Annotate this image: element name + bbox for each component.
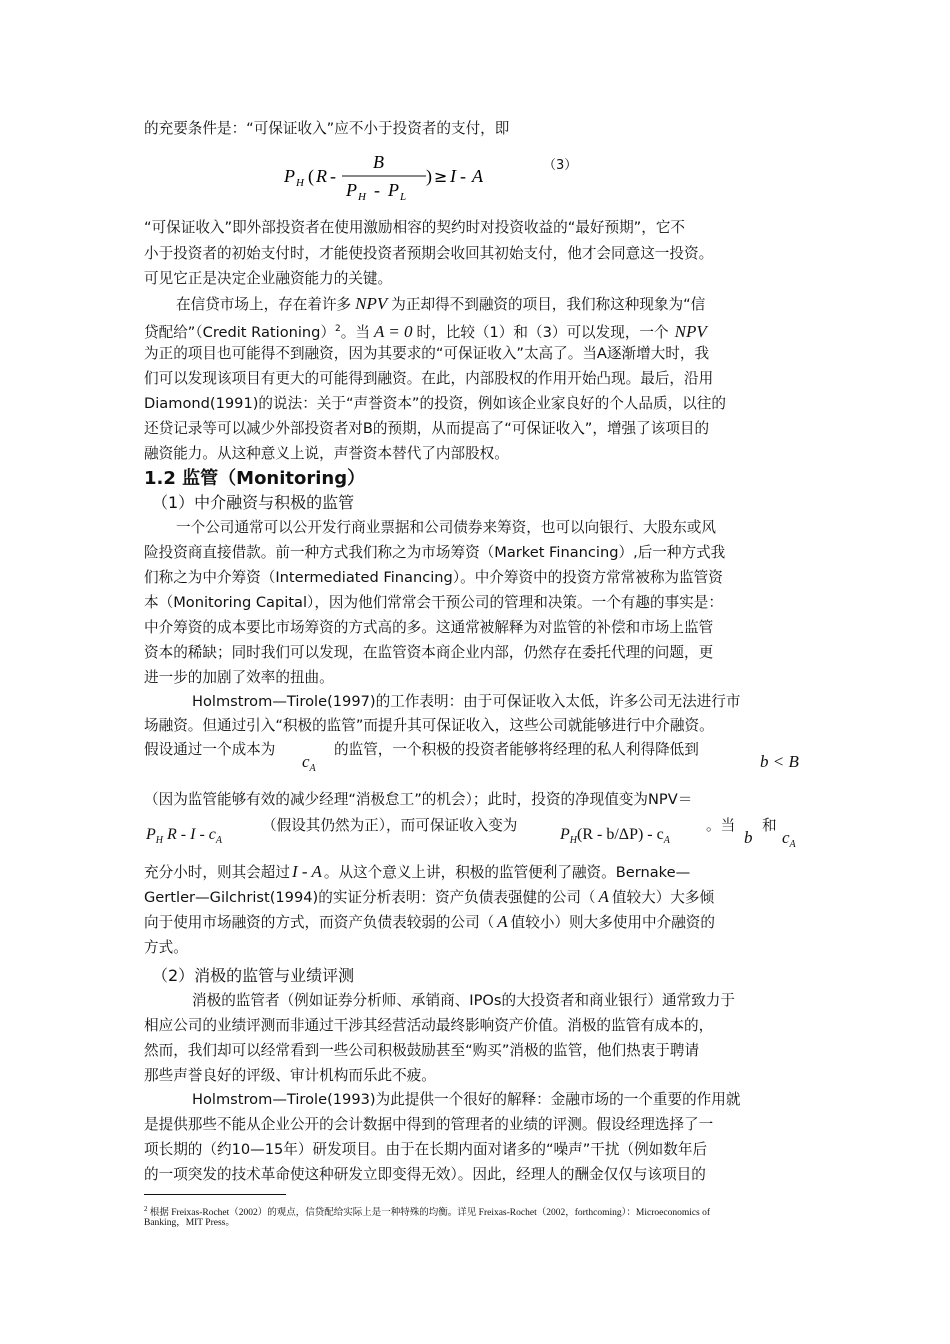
c-subscript: A bbox=[789, 839, 796, 850]
text-line: 项长期的（约10—15年）研发项目。由于在长期内面对诸多的“噪声”干扰（例如数年后 bbox=[144, 1141, 708, 1158]
p-subscript: H bbox=[155, 835, 164, 846]
svg-text:-: - bbox=[460, 166, 466, 186]
text-line: 。当 bbox=[706, 817, 736, 834]
svg-text:L: L bbox=[400, 191, 407, 203]
p-symbol: P bbox=[146, 826, 156, 843]
svg-text:P: P bbox=[388, 180, 399, 200]
text-span: 假设通过一个成本为 bbox=[144, 741, 276, 758]
svg-text:(: ( bbox=[308, 166, 314, 186]
npv-tail: R - I - c bbox=[167, 826, 216, 843]
text-line bbox=[144, 740, 275, 760]
text-span: 充分小时，则其会超过 bbox=[144, 864, 290, 881]
text-line: 是提供那些不能从企业公开的会计数据中得到的管理者的业绩的评测。假设经理选择了一 bbox=[144, 1116, 714, 1133]
text-span: 值较小）则大多使用中介融资的 bbox=[510, 914, 715, 931]
text-line bbox=[176, 294, 705, 315]
equation-number: （3） bbox=[543, 158, 578, 173]
text-span: 时，比较（1）和（3）可以发现，一个 bbox=[416, 324, 669, 341]
svg-text:H: H bbox=[358, 191, 366, 203]
text-line: 融资能力。从这种意义上说，声誉资本替代了内部股权。 bbox=[144, 445, 509, 462]
subsection-heading: （2）消极的监管与业绩评测 bbox=[152, 966, 355, 985]
c-subscript: A bbox=[309, 763, 316, 774]
text-line: 的监管，一个积极的投资者能够将经理的私人利得降低到 bbox=[334, 741, 699, 758]
text-line: 小于投资者的初始支付时，才能使投资者预期会收回其初始支付，他才会同意这一投资。 bbox=[144, 245, 714, 262]
text-line: （因为监管能够有效的减少经理“消极怠工”的机会）；此时，投资的净现值变为NPV＝ bbox=[144, 791, 693, 808]
svg-text:B: B bbox=[373, 152, 384, 172]
text-line: 和 bbox=[762, 817, 777, 834]
text-line: 们称之为中介筹资（Intermediated Financing）。中介筹资中的投资方常常被称为监管资 bbox=[144, 569, 723, 586]
npv-expression bbox=[146, 826, 222, 846]
text-line: （假设其仍然为正），而可保证收入变为 bbox=[262, 817, 518, 834]
text-span: 为正却得不到融资的项目，我们称这种现象为“信 bbox=[391, 296, 706, 313]
footnote-ref: 2 bbox=[335, 324, 341, 334]
text-line: 方式。 bbox=[144, 939, 188, 956]
text-line bbox=[144, 912, 715, 933]
text-line: 中介筹资的成本要比市场筹资的方式高的多。这通常被解释为对监管的补偿和市场上监管 bbox=[144, 619, 714, 636]
p-symbol: P bbox=[560, 826, 570, 843]
c-symbol: c bbox=[302, 752, 310, 771]
text-line: 资本的稀缺；同时我们可以发现，在监管资本商企业内部，仍然存在委托代理的问题，更 bbox=[144, 644, 714, 661]
npv-symbol: NPV bbox=[355, 294, 388, 313]
c-subscript: A bbox=[663, 835, 670, 846]
text-line: 的一项突发的技术革命使这种研发立即变得无效）。因此，经理人的酬金仅仅与该项目的 bbox=[144, 1166, 706, 1183]
npv-symbol: NPV bbox=[674, 322, 707, 341]
text-line: 可见它正是决定企业融资能力的关键。 bbox=[144, 270, 393, 287]
svg-text:≥: ≥ bbox=[434, 167, 448, 186]
footnote-mark: 2 bbox=[144, 1205, 148, 1213]
text-line: Holmstrom—Tirole(1997)的工作表明：由于可保证收入太低，许多公司无法进行市 bbox=[192, 693, 741, 710]
p-subscript: H bbox=[569, 835, 578, 846]
svg-text:P: P bbox=[284, 166, 295, 186]
text-span: 贷配给”（Credit Rationing） bbox=[144, 324, 336, 341]
text-line: 本（Monitoring Capital），因为他们常常会干预公司的管理和决策。一个有趣的事实是： bbox=[144, 594, 723, 611]
a-symbol: A bbox=[598, 887, 609, 906]
text-line bbox=[144, 887, 714, 908]
text-line: 消极的监管者（例如证券分析师、承销商、IPOs的大投资者和商业银行）通常致力于 bbox=[192, 992, 735, 1009]
text-line: Holmstrom—Tirole(1993)为此提供一个很好的解释：金融市场的一个重要的作用就 bbox=[192, 1091, 741, 1108]
c-subscript: A bbox=[215, 835, 222, 846]
footnote-text: 根据 Freixas-Rochet（2002）的观点，信贷配给实际上是一种特殊的均衡。详见 Freixas-Rochet（2002，forthcoming）：Microeconomics of bbox=[149, 1208, 711, 1218]
text-line: “可保证收入”即外部投资者在使用激励相容的契约时对投资收益的“最好预期”，它不 bbox=[144, 219, 686, 236]
text-span: Gertler—Gilchrist(1994)的实证分析表明：资产负债表强健的公司（ bbox=[144, 889, 596, 906]
text-line: 然而，我们却可以经常看到一些公司积极鼓励甚至“购买”消极的监管，他们热衷于聘请 bbox=[144, 1042, 700, 1059]
svg-text:A: A bbox=[472, 166, 483, 186]
text-line bbox=[144, 862, 690, 883]
text-line: 进一步的加剧了效率的扭曲。 bbox=[144, 669, 334, 686]
text-span: 值较大）大多倾 bbox=[611, 889, 715, 906]
svg-text:H: H bbox=[296, 177, 304, 189]
c-symbol: c bbox=[782, 828, 790, 847]
subsection-heading: （1）中介融资与积极的监管 bbox=[152, 493, 355, 512]
text-line: 险投资商直接借款。前一种方式我们称之为市场筹资（Market Financing）,后一种方式我 bbox=[144, 544, 726, 561]
footnote-rule bbox=[144, 1194, 286, 1195]
cost-cA bbox=[302, 752, 316, 774]
footnote: Banking，MIT Press。 bbox=[144, 1218, 235, 1228]
text-line: 相应公司的业绩评测而非通过干涉其经营活动最终影响资产价值。消极的监管有成本的， bbox=[144, 1017, 714, 1034]
text-line: 的充要条件是：“可保证收入”应不小于投资者的支付，即 bbox=[144, 120, 510, 137]
svg-text:P: P bbox=[346, 180, 357, 200]
i-minus-a: I - A bbox=[291, 862, 322, 881]
text-line bbox=[144, 319, 707, 343]
section-heading: 1.2 监管（Monitoring） bbox=[144, 468, 366, 489]
text-span: 。当 bbox=[340, 324, 370, 341]
svg-text:-: - bbox=[374, 180, 380, 200]
svg-text:R: R bbox=[316, 166, 327, 186]
svg-text:): ) bbox=[426, 166, 432, 186]
cost-cA bbox=[782, 828, 796, 850]
text-span: 。从这个意义上讲，积极的监管便利了融资。Bernake— bbox=[323, 864, 691, 881]
equation-svg bbox=[276, 148, 516, 204]
svg-text:I: I bbox=[450, 166, 456, 186]
text-line: Diamond(1991)的说法：关于“声誉资本”的投资，例如该企业家良好的个人品质，以往的 bbox=[144, 395, 726, 412]
a-symbol: A bbox=[497, 912, 508, 931]
text-line: 那些声誉良好的评级、审计机构而乐此不疲。 bbox=[144, 1067, 436, 1084]
text-span: 在信贷市场上，存在着许多 bbox=[176, 296, 352, 313]
pledge-tail: (R - b/ΔP) - c bbox=[577, 826, 664, 843]
b-symbol: b bbox=[744, 828, 753, 847]
a-equals-zero: A = 0 bbox=[373, 322, 413, 341]
text-line: 还贷记录等可以减少外部投资者对B的预期，从而提高了“可保证收入”，增强了该项目的 bbox=[144, 420, 710, 437]
text-span: 向于使用市场融资的方式，而资产负债表较弱的公司（ bbox=[144, 914, 495, 931]
text-line: 们可以发现该项目有更大的可能得到融资。在此，内部股权的作用开始凸现。最后，沿用 bbox=[144, 370, 714, 387]
b-less-than-B: b < B bbox=[760, 752, 799, 771]
text-line: 场融资。但通过引入“积极的监管”而提升其可保证收入，这些公司就能够进行中介融资。 bbox=[144, 717, 714, 734]
text-line: 为正的项目也可能得不到融资，因为其要求的“可保证收入”太高了。当A逐渐增大时，我 bbox=[144, 345, 710, 362]
pledgeable-income-expression bbox=[560, 826, 670, 846]
svg-text:-: - bbox=[330, 166, 336, 186]
text-line: 一个公司通常可以公开发行商业票据和公司债券来筹资，也可以向银行、大股东或风 bbox=[176, 519, 716, 536]
